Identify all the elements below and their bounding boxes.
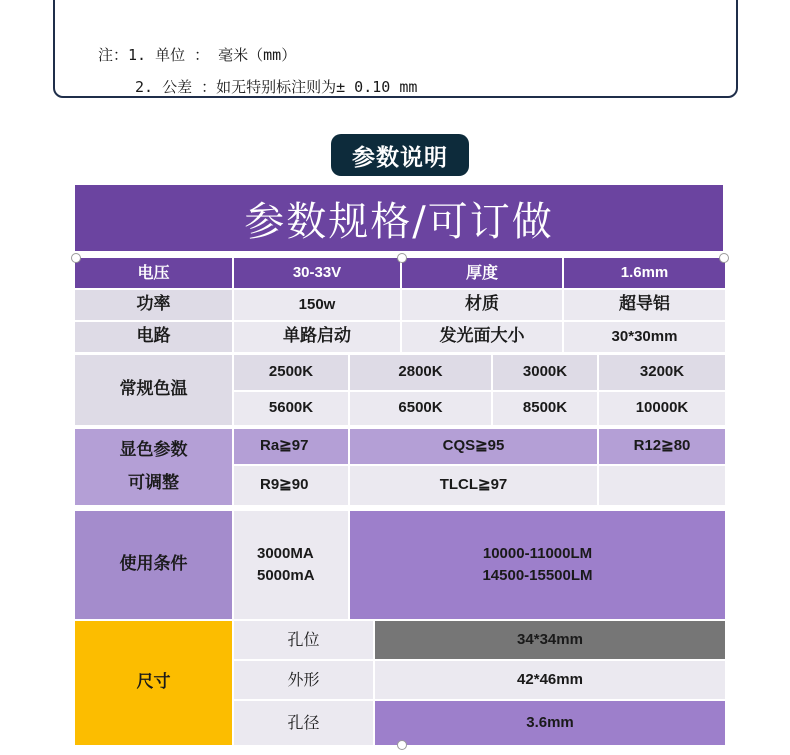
r9-value: R9≧90 bbox=[234, 466, 348, 505]
lumen-2: 14500-15500LM bbox=[482, 567, 593, 584]
thickness-label: 厚度 bbox=[402, 258, 562, 288]
thickness-value: 1.6mm bbox=[564, 258, 725, 288]
cct-2800k: 2800K bbox=[350, 355, 491, 390]
outline-value: 42*46mm bbox=[375, 661, 725, 699]
table-banner: 参数规格/可订做 bbox=[75, 185, 723, 251]
cct-10000k: 10000K bbox=[599, 392, 725, 425]
emit-area-value: 30*30mm bbox=[564, 322, 725, 352]
voltage-label: 电压 bbox=[75, 258, 232, 288]
notes-box bbox=[53, 0, 738, 98]
cct-3200k: 3200K bbox=[599, 355, 725, 390]
resize-handle[interactable] bbox=[719, 253, 729, 263]
cri-label-line2: 可调整 bbox=[128, 473, 179, 493]
material-label: 材质 bbox=[402, 290, 562, 320]
cct-5600k: 5600K bbox=[234, 392, 348, 425]
hole-position-value: 34*34mm bbox=[375, 621, 725, 659]
circuit-label: 电路 bbox=[75, 322, 232, 352]
lumen-1: 10000-11000LM bbox=[482, 544, 593, 562]
note-unit: 注：1. 单位 ： 毫米（mm） bbox=[98, 46, 297, 64]
lumen-values bbox=[350, 511, 725, 619]
cct-label: 常规色温 bbox=[75, 355, 232, 425]
material-value: 超导铝 bbox=[564, 290, 725, 320]
cri-label bbox=[75, 429, 232, 505]
resize-handle[interactable] bbox=[71, 253, 81, 263]
power-value: 150w bbox=[234, 290, 400, 320]
hole-diameter-label: 孔径 bbox=[234, 701, 373, 745]
empty-cell bbox=[599, 466, 725, 505]
cct-6500k: 6500K bbox=[350, 392, 491, 425]
emit-area-label: 发光面大小 bbox=[402, 322, 562, 352]
resize-handle[interactable] bbox=[397, 253, 407, 263]
cqs-value: CQS≧95 bbox=[350, 429, 597, 464]
current-2: 5000mA bbox=[257, 567, 315, 584]
hole-diameter-value: 3.6mm bbox=[375, 701, 725, 745]
ra-value: Ra≧97 bbox=[234, 429, 348, 464]
usage-label: 使用条件 bbox=[75, 511, 232, 619]
section-badge: 参数说明 bbox=[331, 134, 469, 176]
tlcl-value: TLCL≧97 bbox=[350, 466, 597, 505]
spec-table bbox=[75, 185, 725, 745]
resize-handle[interactable] bbox=[397, 740, 407, 750]
current-values bbox=[234, 511, 348, 619]
cct-3000k: 3000K bbox=[493, 355, 597, 390]
outline-label: 外形 bbox=[234, 661, 373, 699]
cct-8500k: 8500K bbox=[493, 392, 597, 425]
voltage-value: 30-33V bbox=[234, 258, 400, 288]
hole-position-label: 孔位 bbox=[234, 621, 373, 659]
size-label: 尺寸 bbox=[75, 621, 232, 745]
circuit-value: 单路启动 bbox=[234, 322, 400, 352]
note-tolerance: 2. 公差 ：如无特别标注则为± 0.10 mm bbox=[135, 78, 418, 96]
power-label: 功率 bbox=[75, 290, 232, 320]
cri-label-line1: 显色参数 bbox=[119, 439, 188, 460]
current-1: 3000MA bbox=[257, 544, 314, 562]
r12-value: R12≧80 bbox=[599, 429, 725, 464]
cct-2500k: 2500K bbox=[234, 355, 348, 390]
